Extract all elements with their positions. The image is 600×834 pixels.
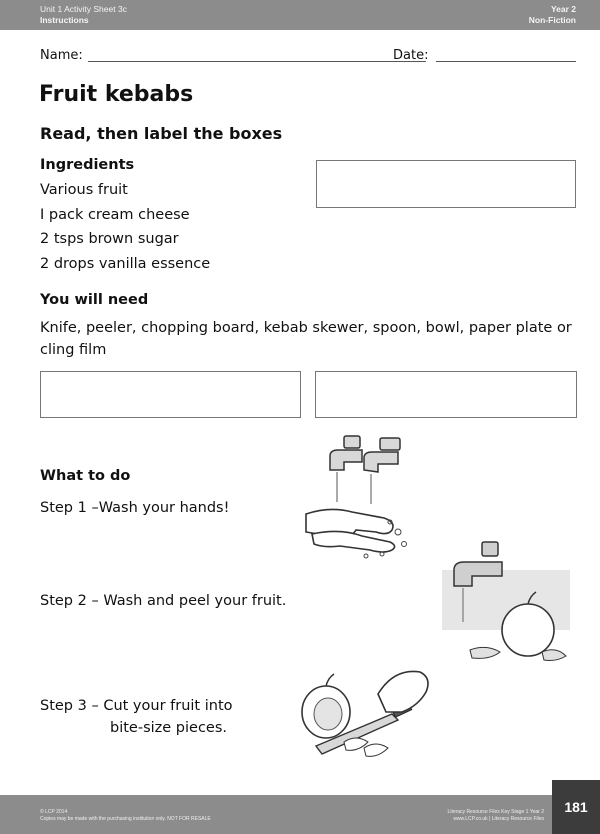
- genre-label: Non-Fiction: [528, 15, 576, 25]
- page-footer: [0, 795, 600, 834]
- list-item: 2 drops vanilla essence: [40, 255, 211, 272]
- step-text: Cut your fruit into: [103, 698, 233, 714]
- sheet-type: Instructions: [40, 15, 89, 25]
- knife-cutting-apple-illustration: [298, 662, 434, 762]
- step-text-continued: bite-size pieces.: [110, 720, 228, 736]
- page-title: Fruit kebabs: [39, 82, 194, 107]
- licence-text: Copies may be made with the purchasing institution only. NOT FOR RESALE: [40, 816, 211, 822]
- equipment-heading: You will need: [40, 292, 149, 308]
- list-item: 2 tsps brown sugar: [40, 231, 179, 247]
- page-header: [0, 0, 600, 30]
- step-text: Wash and peel your fruit.: [103, 593, 287, 609]
- header-left: [40, 4, 127, 26]
- footer-left: [40, 809, 211, 823]
- copyright-text: © LCP 2014: [40, 809, 68, 815]
- step-text: Wash your hands!: [98, 500, 230, 516]
- page-number: 181: [552, 780, 600, 834]
- step-label: Step 2 –: [40, 593, 99, 609]
- year-label: Year 2: [550, 4, 576, 14]
- date-label: Date:: [393, 48, 429, 63]
- step-1: [40, 497, 229, 519]
- method-heading: What to do: [40, 468, 131, 484]
- step-label: Step 3 –: [40, 698, 99, 714]
- sheet-label: Unit 1 Activity Sheet 3c: [40, 4, 127, 14]
- step-2: [40, 590, 286, 612]
- tap-and-apple-illustration: [442, 540, 570, 666]
- label-box-method[interactable]: [315, 371, 577, 418]
- footer-right: [448, 809, 544, 823]
- step-3: [40, 695, 233, 739]
- name-field[interactable]: [88, 61, 426, 62]
- date-field[interactable]: [436, 61, 576, 62]
- header-right: [529, 4, 576, 26]
- list-item: Various fruit: [40, 182, 128, 198]
- equipment-text: Knife, peeler, chopping board, kebab skewer, spoon, bowl, paper plate or cling film: [40, 320, 572, 358]
- step-label: Step 1 –: [40, 500, 99, 516]
- website-text: www.LCP.co.uk | Literacy Resource Files: [453, 816, 544, 822]
- hand-washing-illustration: [300, 432, 420, 560]
- instruction-subtitle: Read, then label the boxes: [40, 124, 283, 143]
- name-label: Name:: [40, 48, 83, 63]
- label-box-ingredients[interactable]: [316, 160, 576, 208]
- ingredients-list: [40, 180, 210, 278]
- ingredients-heading: Ingredients: [40, 157, 135, 173]
- list-item: I pack cream cheese: [40, 206, 190, 223]
- name-date-row: [40, 48, 576, 68]
- label-box-equipment[interactable]: [40, 371, 301, 418]
- series-text: Literacy Resource Files Key Stage 1 Year 2: [447, 809, 544, 815]
